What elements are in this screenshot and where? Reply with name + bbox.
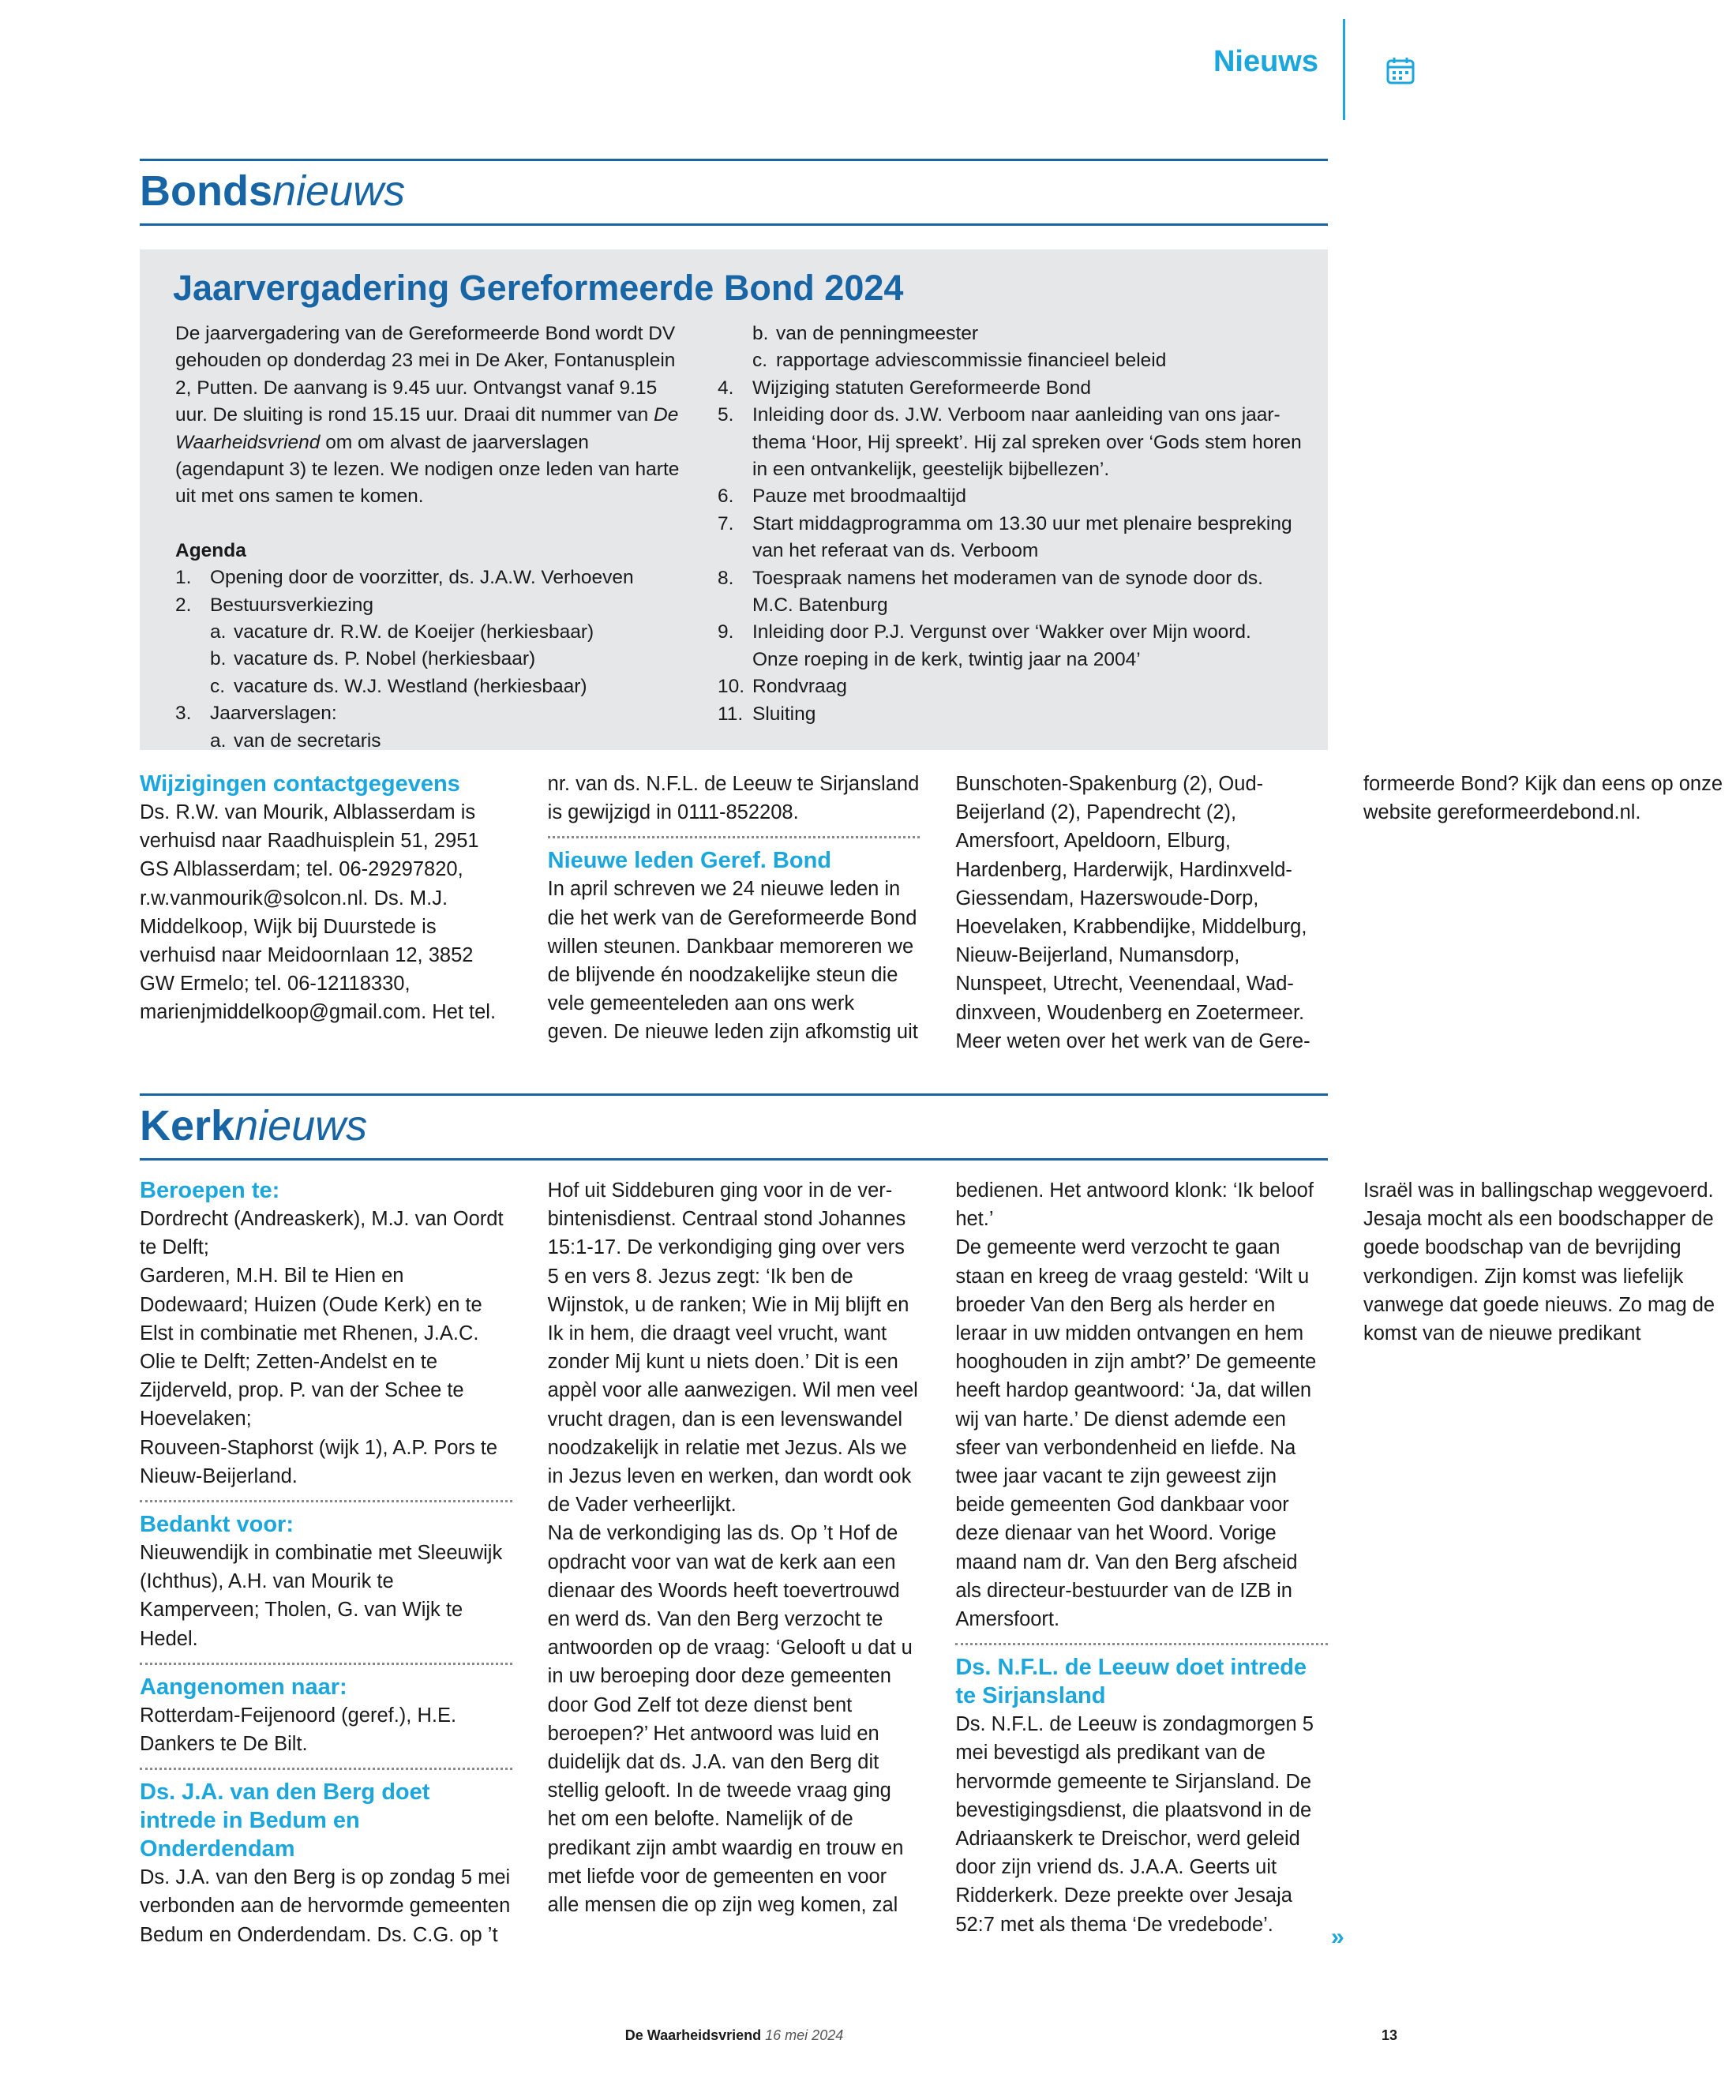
agenda-item [718,375,1302,402]
agenda-item-text: rapportage adviescommissie financieel beleid [776,350,1167,372]
aangenomen-heading: Aangenomen naar: [140,1674,347,1700]
agenda-item [175,646,687,673]
header-divider [1343,19,1345,120]
nieuwe-leden-heading: Nieuwe leden Geref. Bond [547,848,831,874]
section-title-italic: nieuws [272,167,406,215]
agenda-item [175,728,687,755]
agenda-item [718,321,1302,347]
beroepen-line: Dordrecht (Andreaskerk), M.J. van Oordt te Delft; [140,1208,504,1259]
agenda-item-number: 8. [718,567,734,589]
footer-date: 16 mei 2024 [765,2027,844,2043]
calendar-icon [1385,55,1416,87]
section-title-italic: nieuws [234,1102,368,1149]
dotted-separator [140,1663,512,1665]
section-title-bold: Kerk [140,1102,235,1149]
agenda-item-text: Jaarverslagen: [210,703,337,725]
agenda-item-text: Inleiding door P.J. Vergunst over ‘Wakker over Mijn woord. Onze roeping in de kerk, twintig jaar na 2004’ [752,621,1251,670]
footer-publication [553,2027,916,2044]
agenda-item-number: a. [210,729,227,752]
section-rule-bottom [140,223,1328,226]
aangenomen-text: Rotterdam-Feijenoord (geref.), H.E. Dankers te De Bilt. [140,1704,457,1756]
box-right-column [718,321,1302,728]
agenda-item-text: Opening door de voorzitter, ds. J.A.W. Verhoeven [210,567,634,589]
agenda-list-right [718,321,1302,728]
dotted-separator [140,1500,512,1502]
agenda-item-text: Inleiding door ds. J.W. Verboom naar aanleiding van ons jaarthema ‘Hoor, Hij spreekt’. Hij zal spreken over ‘Gods stem horen in een ontvankelijk, geestelijk bijbellezen’. [752,404,1302,481]
agenda-item-number: b. [752,323,769,344]
agenda-item [718,673,1302,700]
jaarvergadering-box [140,249,1328,750]
agenda-item-number: 7. [718,512,734,534]
agenda-item [718,347,1302,374]
section-title-kerknieuws [140,1102,367,1149]
dotted-separator [140,1768,512,1770]
agenda-item-text: van de secretaris [234,729,381,752]
agenda-item-number: 6. [718,486,734,508]
agenda-item [175,619,687,646]
agenda-item-number: c. [210,675,226,697]
box-title: Jaarvergadering Gereformeerde Bond 2024 [173,268,904,308]
agenda-item-number: c. [752,350,768,372]
agenda-item-number: a. [210,621,227,643]
kerknieuws-columns [140,1176,1715,1950]
section-title-bondsnieuws [140,167,405,215]
agenda-item-text: vacature ds. P. Nobel (herkiesbaar) [234,648,536,670]
agenda-item [718,701,1302,728]
beroepen-heading: Beroepen te: [140,1178,280,1203]
agenda-item-text: Pauze met broodmaaltijd [752,486,967,508]
agenda-item-number: 3. [175,703,192,725]
agenda-item-number: 10. [718,676,745,698]
agenda-list-left [175,564,687,755]
dotted-separator [955,1643,1328,1645]
intrede-berg-paragraph: Na de verkondiging las ds. Op ’t Hof de opdracht voor van wat de kerk aan een dienaar des Woords heeft toevertrouwd en werd ds. Van den Berg verzocht te antwoorden op de vraag: ‘Gelooft u dat u in uw beroeping door deze gemeenten door God Zelf tot deze dienst bent beroepen?’ Het antwoord was luid en duidelijk dat ds. J.A. van den Berg dit stellig gelooft. In de tweede vraag ging het om een belofte. Namelijk of de predikant zijn ambt waardig en trouw en met liefde voor de gemeenten en voor alle mensen die op zijn weg komen, zal bedienen. Het antwoord klonk: ‘Ik beloof het.’ [547,1179,1314,1917]
agenda-item-text: Toespraak namens het moderamen van de synode door ds. M.C. Batenburg [752,567,1263,617]
agenda-item [175,592,687,619]
agenda-item [718,483,1302,510]
box-intro: De jaarvergadering van de Gereformeerde Bond wordt DV gehouden op donderdag 23 mei in De Aker, Fontanusplein 2, Putten. De aanvang is 9.45 uur. Ontvangst vanaf 9.15 uur. De sluiting is rond 15.15 uur. Draai dit nummer van De Waarheidsvriend om om alvast de jaarverslagen (agendapunt 3) te lezen. We nodigen onze leden van harte uit met ons samen te komen. [175,323,680,508]
bedankt-text: Nieuwendijk in combinatie met Sleeuwijk (Ichthus), A.H. van Mourik te Kamperveen; Tholen, G. van Wijk te Hedel. [140,1542,503,1650]
beroepen-line: Rouveen-Staphorst (wijk 1), A.P. Pors te Nieuw-Beijerland. [140,1436,498,1487]
intrede-berg-paragraph: De gemeente werd verzocht te gaan staan en kreeg de vraag gesteld: ‘Wilt u broeder Van den Berg als herder en leraar in uw midden ontvangen en hem hooghouden in zijn ambt?’ De gemeente heeft hardop geantwoord: ‘Ja, dat willen wij van harte.’ De dienst ademde een sfeer van verbondenheid en liefde. Na twee jaar vacant te zijn geweest zijn beide gemeenten God dankbaar voor deze dienaar van het Woord. Vorige maand nam dr. Van den Berg afscheid als directeur-bestuurder van de IZB in Amersfoort. [955,1236,1317,1631]
continue-arrow-icon: » [1331,1924,1344,1950]
bedankt-heading: Bedankt voor: [140,1512,294,1538]
agenda-item-number: 4. [718,377,734,399]
agenda-item-number: 11. [718,703,744,725]
agenda-item-text: Wijziging statuten Gereformeerde Bond [752,377,1091,399]
agenda-item-text: vacature ds. W.J. Westland (herkiesbaar) [234,675,587,697]
agenda-item [718,402,1302,483]
agenda-item [175,564,687,591]
wijzigingen-heading: Wijzigingen contactgegevens [140,771,460,797]
intrede-berg-paragraph: Ds. J.A. van den Berg is op zondag 5 mei verbonden aan de hervormde gemeenten Bedum en Onderdendam. Ds. C.G. op ’t Hof uit Siddeburen ging voor in de verbintenisdienst. Centraal stond Johannes 15:1-17. De verkondiging ging over vers 5 en vers 8. Jezus zegt: ‘Ik ben de Wijnstok, u de ranken; Wie in Mij blijft en Ik in hem, die draagt veel vrucht, want zonder Mij kunt u niets doen.’ Dit is een appèl voor alle aanwezigen. Wil men veel vrucht dragen, dan is een levenswandel noodzakelijk in relatie met Jezus. Als we in Jezus leven en werken, dan wordt ook de Vader verheerlijkt. [140,1179,918,1946]
agenda-item-number: 9. [718,621,734,643]
nieuwe-leden-text: In april schreven we 24 nieuwe leden in die het werk van de Gereformeerde Bond willen steunen. Dankbaar memoreren we de blijvende én noodzakelijke steun die vele gemeenteleden aan ons werk geven. De nieuwe leden zijn afkomstig uit Bunschoten-Spakenburg (2), Oud-Beijerland (2), Papendrecht (2), Amersfoort, Apeldoorn, Elburg, Hardenberg, Harderwijk, Hardinxveld-Giessendam, Hazerswoude-Dorp, Hoevelaken, Krabbendijke, Middelburg, Nieuw-Beijerland, Numansdorp, Nunspeet, Utrecht, Veenendaal, Waddinxveen, Woudenberg en Zoetermeer. Meer weten over het werk van de Gereformeerde Bond? Kijk dan eens op onze website gereformeerdebond.nl. [547,773,1723,1052]
dotted-separator [548,836,920,838]
agenda-item [175,673,687,700]
agenda-item-number: 1. [175,567,192,589]
agenda-item [718,511,1302,565]
agenda-item-text: Start middagprogramma om 13.30 uur met plenaire bespreking van het referaat van ds. Verboom [752,512,1292,562]
agenda-item [175,700,687,727]
section-rule-top [140,1093,1328,1096]
intrede-leeuw-text: Ds. N.F.L. de Leeuw is zondagmorgen 5 mei bevestigd als predikant van de hervormde gemeente te Sirjansland. De bevestigingsdienst, die plaatsvond in de Adriaanskerk te Dreischor, werd geleid door zijn vriend ds. J.A.A. Geerts uit Ridderkerk. Deze preekte over Jesaja 52:7 met als thema ‘De vredebode’. Israël was in ballingschap weggevoerd. Jesaja mocht als een boodschapper de goede boodschap van de bevrijding verkondigen. Zijn komst was liefelijk vanwege dat goede nieuws. Zo mag de komst van de nieuwe predikant [955,1179,1715,1936]
agenda-item-text: Rondvraag [752,676,847,698]
page-number: 13 [1381,2027,1397,2043]
section-label: Nieuws [1213,45,1318,78]
beroepen-line: Garderen, M.H. Bil te Hien en Dodewaard; Huizen (Oude Kerk) en te Elst in combinatie met Rhenen, J.A.C. Olie te Delft; Zetten-Andelst en te Zijderveld, prop. P. van der Schee te Hoevelaken; [140,1265,482,1431]
agenda-item-text: vacature dr. R.W. de Koeijer (herkiesbaar) [234,621,594,643]
bondsnieuws-columns [140,770,1723,1071]
intrede-leeuw-heading: Ds. N.F.L. de Leeuw doet intrede te Sirjansland [955,1655,1307,1709]
agenda-item [718,565,1302,620]
agenda-item-number: b. [210,648,227,670]
agenda-item [718,619,1302,673]
section-title-bold: Bonds [140,167,272,215]
agenda-heading: Agenda [175,539,246,561]
footer-publication-name: De Waarheidsvriend [624,2027,762,2043]
agenda-item-number: 2. [175,594,192,616]
agenda-item-text: Bestuursverkiezing [210,594,373,616]
agenda-item-number: 5. [718,404,734,426]
agenda-item-text: Sluiting [752,703,816,725]
wijzigingen-text: Ds. R.W. van Mourik, Alblasserdam is verhuisd naar Raadhuisplein 51, 2951 GS Alblasserdam; tel. 06-29297820, r.w.vanmourik@solcon.nl. Ds. M.J. Middelkoop, Wijk bij Duurstede is verhuisd naar Meidoornlaan 12, 3852 GW Ermelo; tel. 06-12118330, marienjmiddelkoop@gmail.com. Het tel. nr. van ds. N.F.L. de Leeuw te Sirjansland is gewijzigd in 0111-852208. [140,773,920,1024]
section-rule-top [140,159,1328,161]
agenda-item-text: van de penningmeester [776,323,979,344]
box-left-column [175,321,687,755]
section-rule-bottom [140,1158,1328,1161]
intrede-berg-heading: Ds. J.A. van den Berg doet intrede in Bedum en Onderdendam [140,1779,430,1862]
